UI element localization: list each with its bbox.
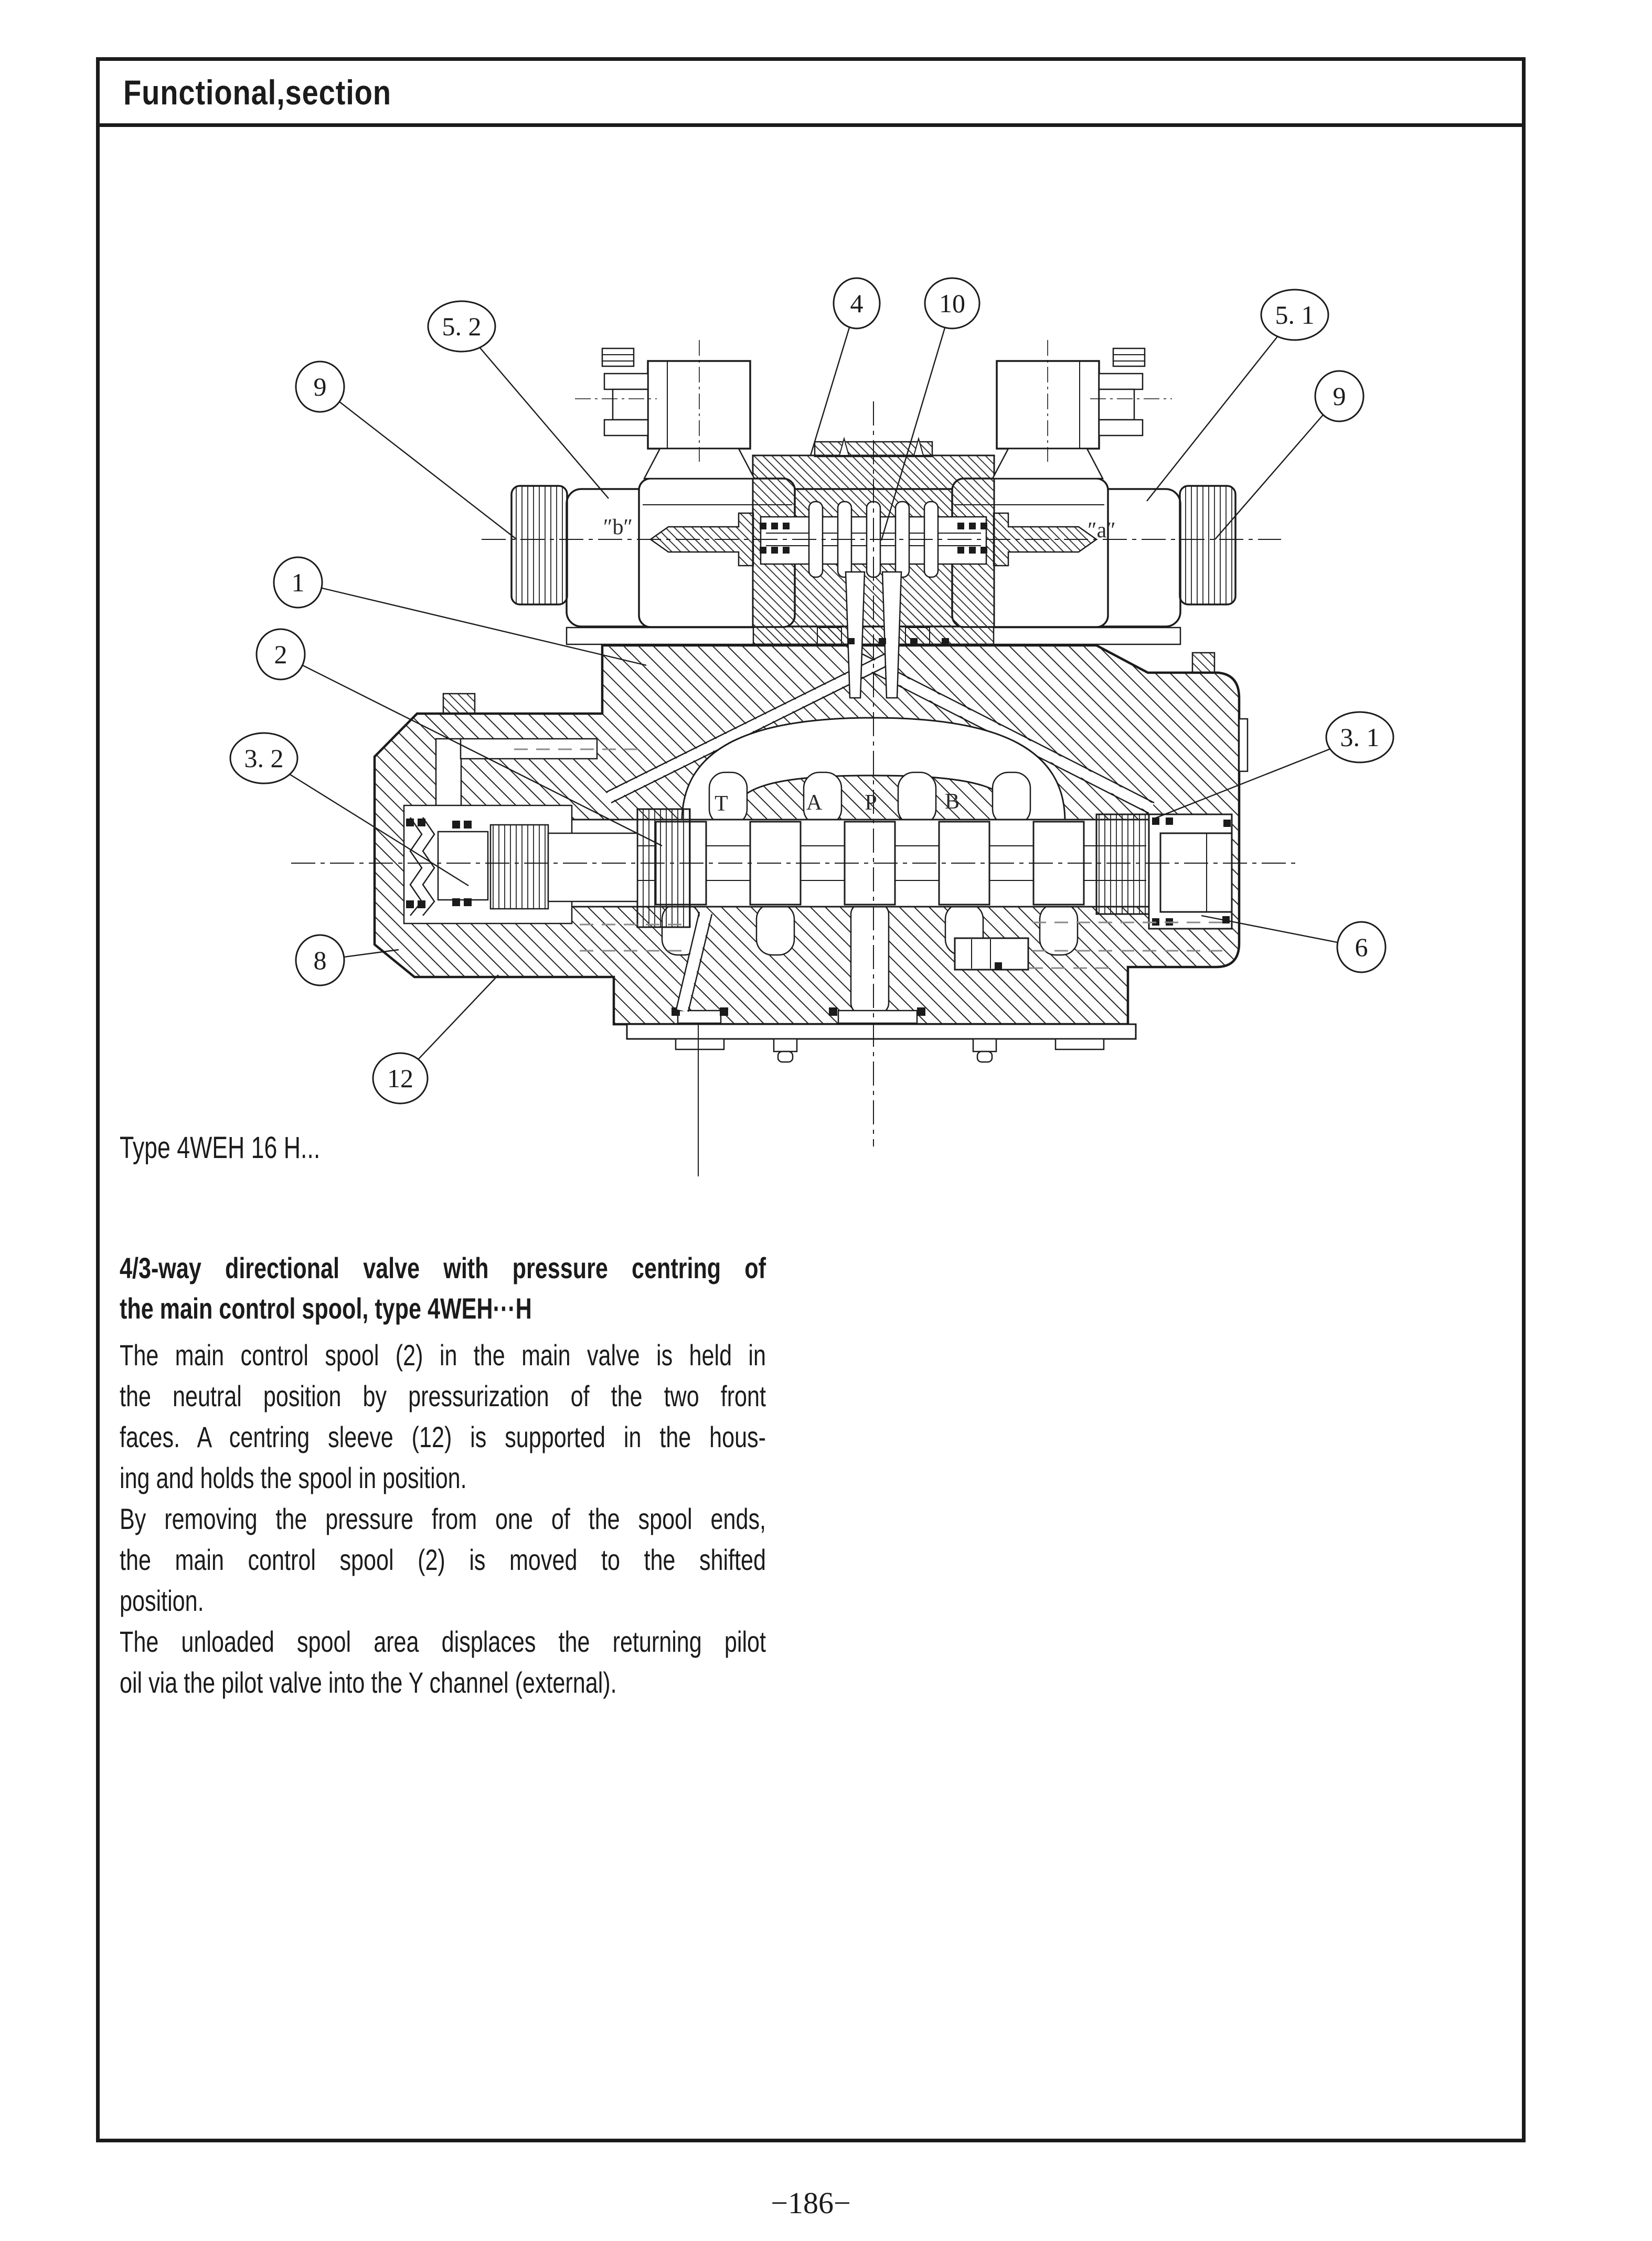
svg-text:3. 1: 3. 1 (1340, 723, 1380, 752)
callout-10 (925, 278, 979, 328)
body-line: ing and holds the spool in position. (120, 1461, 467, 1494)
body-line: the neutral position by pressurization of the two front (120, 1379, 766, 1412)
label-port-p: P (865, 791, 877, 815)
svg-text:9: 9 (1333, 381, 1346, 411)
callout-9-left (296, 362, 344, 412)
callout-1 (274, 557, 322, 608)
centring-sleeve (637, 809, 690, 927)
svg-text:8: 8 (313, 946, 327, 975)
page-title: Functional,section (123, 72, 391, 112)
callout-8 (296, 935, 344, 985)
svg-text:6: 6 (1355, 932, 1368, 962)
connector-b (575, 340, 754, 479)
body-text (120, 1335, 766, 1703)
label-port-a: A (806, 791, 823, 815)
label-port-t: T (715, 792, 728, 816)
drain-channel (851, 904, 889, 1014)
page-number: −186− (771, 2186, 851, 2220)
valve-section-diagram (226, 273, 1537, 1207)
svg-text:10: 10 (939, 289, 965, 318)
end-plug (1160, 833, 1232, 912)
right-sleeve (1096, 814, 1149, 914)
callout-3-2 (230, 733, 297, 783)
label-side-a: ″a″ (1088, 518, 1116, 543)
body-line: By removing the pressure from one of the spool ends, (120, 1502, 766, 1535)
body-line: The unloaded spool area displaces the returning pilot (120, 1625, 766, 1658)
callout-4 (834, 278, 880, 328)
spool-left-stem (548, 833, 637, 901)
knurled-knob-right (1180, 486, 1235, 604)
knurled-knob-left (511, 486, 567, 604)
body-line: the main control spool (2) is moved to the shifted (120, 1543, 766, 1576)
connector-b-screw (602, 348, 634, 366)
svg-text:1: 1 (291, 568, 305, 597)
spring-retainer (438, 832, 488, 900)
heading-line: 4/3-way directional valve with pressure centring of (120, 1251, 766, 1284)
right-end-assembly (1149, 814, 1232, 929)
svg-text:3. 2: 3. 2 (244, 744, 284, 773)
page-header (96, 57, 1526, 127)
body-line: oil via the pilot valve into the Y channel (external). (120, 1666, 617, 1699)
heading-line: the main control spool, type 4WEH···H (120, 1292, 532, 1325)
left-boss (443, 694, 475, 714)
svg-text:4: 4 (850, 289, 864, 318)
right-tab (1239, 719, 1248, 771)
callout-2 (257, 629, 305, 679)
section-heading (120, 1248, 766, 1329)
callout-5-1 (1261, 290, 1328, 340)
figure-caption: Type 4WEH 16 H... (120, 1131, 321, 1165)
connector-a-screw (1113, 348, 1145, 366)
label-side-b: ″b″ (603, 515, 633, 539)
right-boss (1192, 653, 1214, 673)
svg-text:5. 2: 5. 2 (442, 312, 482, 341)
callout-6 (1337, 922, 1385, 972)
svg-text:5. 1: 5. 1 (1275, 300, 1315, 330)
body-line: The main control spool (2) in the main valve is held in (120, 1339, 766, 1372)
callout-3-1 (1326, 712, 1393, 762)
svg-text:9: 9 (313, 372, 327, 401)
svg-text:12: 12 (387, 1064, 413, 1093)
callout-12 (373, 1053, 428, 1103)
article-column (120, 1127, 766, 1703)
connector-a (993, 340, 1172, 479)
body-line: faces. A centring sleeve (12) is supported in the hous- (120, 1420, 766, 1453)
body-line: position. (120, 1584, 204, 1617)
callout-9-right (1315, 371, 1363, 421)
callout-5-2 (428, 301, 495, 352)
svg-text:2: 2 (274, 640, 287, 669)
label-port-b: B (944, 790, 960, 814)
